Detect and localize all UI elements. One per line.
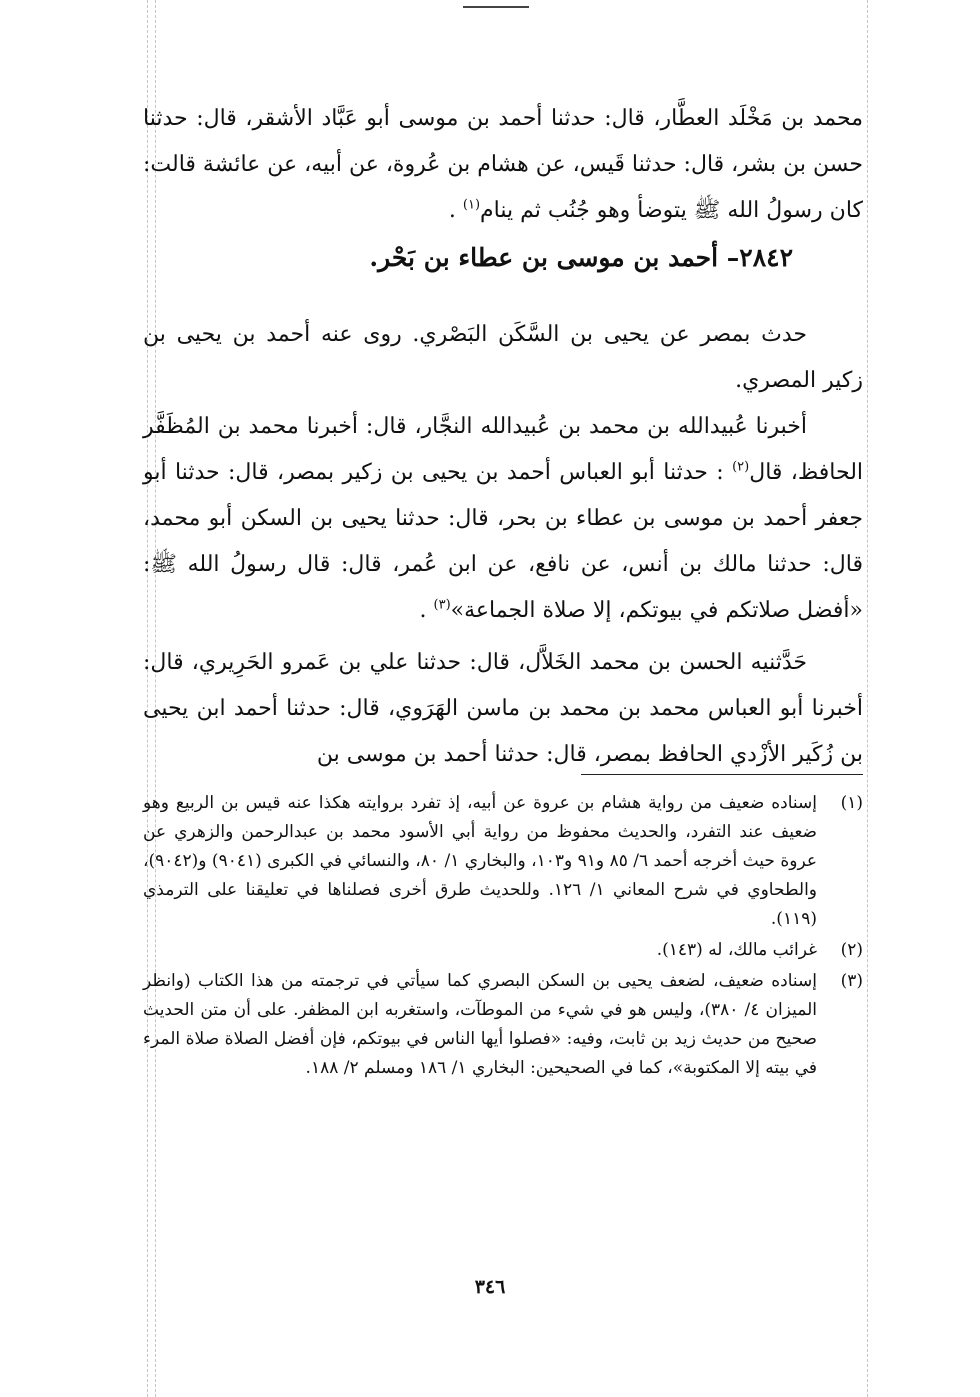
footnote-text: إسناده ضعيف، لضعف يحيى بن السكن البصري كما سيأتي في ترجمته من هذا الكتاب (وانظر الميزان ٤/ ٣٨٠)، وليس هو في شيء من الموطآت، واستغربه ابن المظفر. على أن متن الحديث صحيح من حديث زيد بن ثابت، وفيه: «فصلوا أيها الناس في بيوتكم، فإن أفضل الصلاة صلاة المرء في بيته إلا المكتوبة»، كما في الصحيحين: البخاري ١/ ١٨٦ ومسلم ٢/ ١٨٨. xyxy=(143,971,818,1078)
footnote-number: (٣) xyxy=(840,971,863,991)
opening-paragraph xyxy=(143,96,863,234)
footnote-ref-1: (١) xyxy=(462,197,481,213)
top-header-mark xyxy=(463,0,529,8)
isnad-paragraph-2: حَدَّثنيه الحسن بن محمد الخَلاَّل، قال: حدثنا علي بن عَمرو الحَرِيري، قال: أخبرنا أبو العباس محمد بن محمد بن ماسن الهَرَوي، قال: حدثنا أحمد ابن يحيى بن زُكَير الأزْدي الحافظ بمصر، قال: حدثنا أحمد بن موسى بن xyxy=(143,650,863,767)
footnote-2 xyxy=(143,936,863,965)
scan-edge-right xyxy=(867,0,868,1397)
opening-paragraph-text: محمد بن مَخْلَد العطَّار، قال: حدثنا أحمد بن موسى أبو عَبَّاد الأشقر، قال: حدثنا حسن بن بشر، قال: حدثنا قَيس، عن هشام بن عُروة، عن أبيه، عن عائشة قالت: كان رسولُ الله ﷺ يتوضأ وهو جُنُب ثم ينام xyxy=(143,106,863,223)
isnad-paragraph-1 xyxy=(143,404,863,634)
page-number: ٣٤٦ xyxy=(474,1276,506,1298)
footnote-text: إسناده ضعيف من رواية هشام بن عروة عن أبيه، إذ تفرد بروايته هكذا عنه قيس بن الربيع وهو ضعيف عند التفرد، والحديث محفوظ من رواية أبي الأسود محمد بن عبدالرحمن والزهري عن عروة حيث أخرجه أحمد ٦/ ٨٥ و٩١ و١٠٣، والبخاري ١/ ٨٠، والنسائي في الكبرى (٩٠٤١) و(٩٠٤٢)، والطحاوي في شرح المعاني ١/ ١٢٦. وللحديث طرق أخرى فصلناها في تعليقنا على الترمذي (١١٩). xyxy=(143,793,818,929)
footnote-number: (٢) xyxy=(840,940,863,960)
footnote-1 xyxy=(143,789,863,934)
opening-paragraph-end: . xyxy=(448,198,463,223)
isnad-1-text-b: : حدثنا أبو العباس أحمد بن يحيى بن زكير بمصر، قال: حدثنا أبو جعفر أحمد بن موسى بن عطاء بن بحر، قال: حدثنا يحيى بن السكن أبو محمد، قال: حدثنا مالك بن أنس، عن نافع، عن ابن عُمر، قال: قال رسولُ الله ﷺ: «أفضل صلاتكم في بيوتكم، إلا صلاة الجماعة» xyxy=(143,460,863,623)
footnote-3 xyxy=(143,967,863,1083)
footnote-text: غرائب مالك، له (١٤٣). xyxy=(656,940,817,960)
bio-paragraph: حدث بمصر عن يحيى بن السَّكَن البَصْري. روى عنه أحمد بن يحيى بن زكير المصري. xyxy=(143,322,863,393)
isnad-1-text-a: أخبرنا عُبيدالله بن محمد بن عُبيدالله النجَّار، قال: أخبرنا محمد بن المُظَفَّر الحافظ، قال xyxy=(143,414,864,485)
footnote-ref-3: (٣) xyxy=(433,597,451,613)
entry-heading: ٢٨٤٢– أحمد بن موسى بن عطاء بن بَحْر. xyxy=(369,243,793,272)
footnotes-section xyxy=(143,789,863,1085)
footnote-number: (١) xyxy=(840,793,863,813)
isnad-1-end: . xyxy=(419,598,434,623)
footnote-separator xyxy=(581,774,863,775)
footnote-ref-2: (٢) xyxy=(732,459,750,475)
